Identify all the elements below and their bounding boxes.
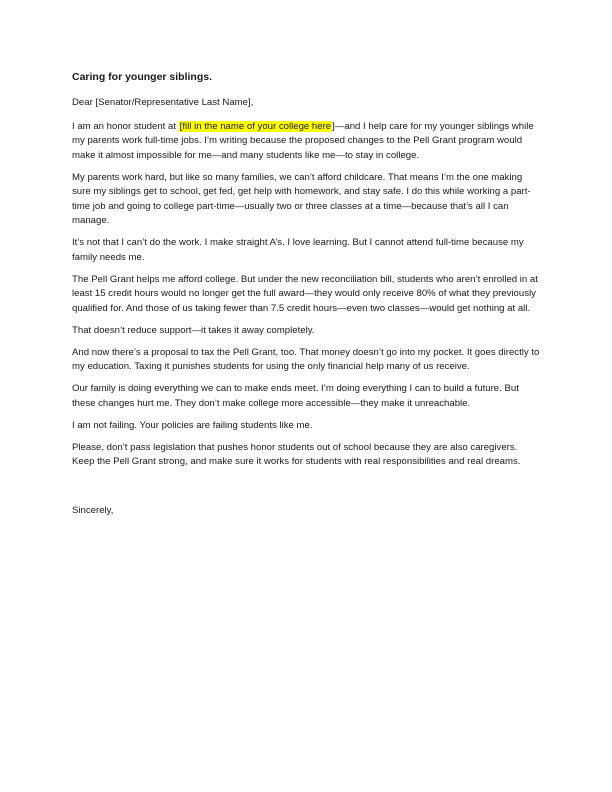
- paragraph-pell-grant: The Pell Grant helps me afford college. But under the new reconciliation bill, students who aren’t enrolled in at least 15 credit hours would no longer get the full award—they would only receive 80% of what they previously qualified for. And those of us taking fewer than 7.5 credit hours—even two classes—would get nothing at all.: [72, 273, 538, 314]
- letter-page: [72, 70, 542, 526]
- paragraph-tax-proposal: And now there’s a proposal to tax the Pell Grant, too. That money doesn’t go into my pocket. It goes directly to my education. Taxing it punishes students for using the only financial help many of us receive.: [72, 346, 540, 372]
- paragraph-straight-as: It’s not that I can’t do the work. I make straight A’s. I love learning. But I cannot attend full-time because my family needs me.: [72, 237, 524, 263]
- letter-title: Caring for younger siblings.: [72, 71, 213, 83]
- paragraph-family-effort: Our family is doing everything we can to make ends meet. I’m doing everything I can to build a future. But these changes hurt me. They don’t make college more accessible—they make it unreachable.: [72, 383, 519, 409]
- college-name-placeholder[interactable]: [fill in the name of your college here: [179, 120, 332, 132]
- salutation: Dear [Senator/Representative Last Name],: [72, 97, 254, 108]
- intro-text-after: ]—and I help care for my younger siblings while my parents work full-time jobs. I’m writing because the proposed changes to the Pell Grant program would make it almost impossible for me—and many students like me—to stay in college.: [72, 120, 534, 161]
- paragraph-childcare: My parents work hard, but like so many families, we can’t afford childcare. That means I’m the one making sure my siblings get to school, get fed, get help with homework, and stay safe. I do this while working a part-time job and going to college part-time—usually two or three classes at a time—because that’s all I can manage.: [72, 171, 531, 226]
- paragraph-intro: [72, 120, 542, 164]
- intro-text-before: I am an honor student at: [72, 120, 179, 132]
- paragraph-request: Please, don’t pass legislation that pushes honor students out of school because they are also caregivers. Keep the Pell Grant strong, and make sure it works for students with real responsibilities and real dreams.: [72, 441, 521, 467]
- paragraph-reduce-support: That doesn’t reduce support—it takes it away completely.: [72, 324, 315, 336]
- closing: Sincerely,: [72, 504, 114, 516]
- paragraph-not-failing: I am not failing. Your policies are failing students like me.: [72, 419, 313, 431]
